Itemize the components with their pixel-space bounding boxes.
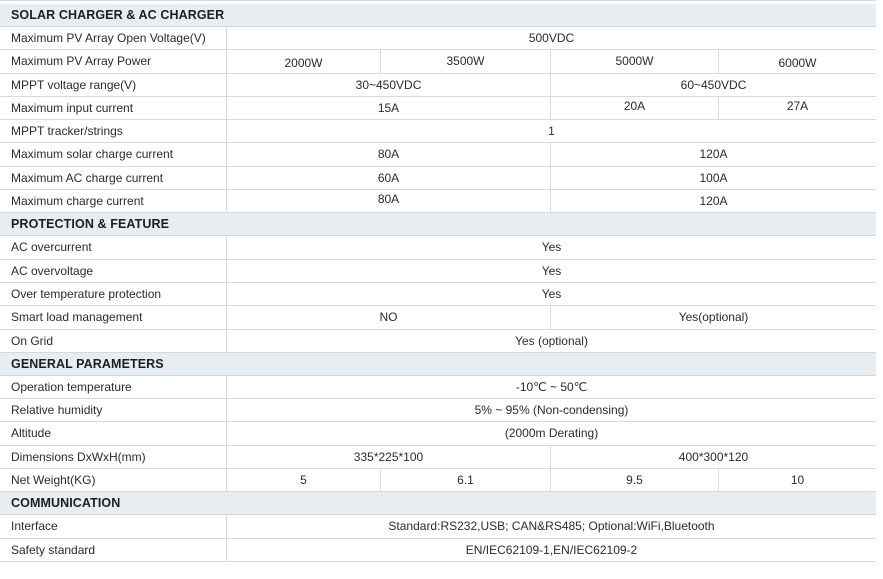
value-cell: 60A: [377, 170, 400, 185]
value-cell: 10: [718, 469, 876, 491]
row-values: [227, 330, 876, 352]
row-label: Relative humidity: [0, 399, 227, 421]
value-cell: Yes (optional): [515, 333, 588, 348]
value-cell: 80A: [377, 192, 400, 207]
table-row: [0, 120, 876, 143]
table-row: [0, 469, 876, 492]
section-header-protection-feature: [0, 213, 876, 236]
value-cell: (2000m Derating): [504, 426, 599, 441]
value-cell: -10℃ ~ 50℃: [515, 379, 588, 394]
row-label: Operation temperature: [0, 376, 227, 398]
table-row: [0, 27, 876, 50]
row-label: AC overcurrent: [0, 236, 227, 258]
row-values: [227, 74, 876, 96]
row-label: Maximum PV Array Power: [0, 50, 227, 72]
row-label: Maximum solar charge current: [0, 143, 227, 165]
table-row: [0, 190, 876, 213]
value-cell: 2000W: [284, 56, 323, 71]
section-title: COMMUNICATION: [11, 496, 121, 511]
table-row: [0, 422, 876, 445]
value-cell: 400*300*120: [550, 446, 876, 468]
row-values: [227, 143, 876, 165]
row-label: On Grid: [0, 330, 227, 352]
row-label: Maximum PV Array Open Voltage(V): [0, 27, 227, 49]
row-values: [227, 399, 876, 421]
row-values: [227, 422, 876, 444]
row-label: Over temperature protection: [0, 283, 227, 305]
row-values: [227, 515, 876, 537]
value-cell: 80A: [377, 147, 400, 162]
row-label: Smart load management: [0, 306, 227, 328]
table-row: [0, 260, 876, 283]
row-label: Maximum input current: [0, 97, 227, 119]
value-cell: 100A: [550, 167, 876, 189]
section-header-solar-charger-ac-charger: [0, 4, 876, 27]
value-cell: 60~450VDC: [550, 74, 876, 96]
value-cell: 335*225*100: [353, 449, 424, 464]
row-label: Safety standard: [0, 539, 227, 561]
row-values: [227, 306, 876, 328]
table-row: [0, 97, 876, 120]
section-title: SOLAR CHARGER & AC CHARGER: [11, 8, 225, 22]
value-cell: 120A: [550, 190, 876, 212]
value-cell: 5000W: [550, 50, 718, 72]
value-cell: 27A: [718, 97, 876, 119]
row-values: [227, 376, 876, 398]
row-label: Dimensions DxWxH(mm): [0, 446, 227, 468]
row-values: [227, 97, 876, 119]
row-values: [227, 27, 876, 49]
table-row: [0, 50, 876, 73]
row-label: MPPT tracker/strings: [0, 120, 227, 142]
value-cell: 30~450VDC: [355, 77, 422, 92]
table-row: [0, 446, 876, 469]
value-cell: 6.1: [380, 469, 550, 491]
table-row: [0, 515, 876, 538]
value-cell: 6000W: [718, 50, 876, 72]
value-cell: 1: [548, 124, 555, 139]
table-row: [0, 74, 876, 97]
value-cell: Yes: [541, 286, 562, 301]
row-label: Maximum AC charge current: [0, 167, 227, 189]
row-values: [227, 190, 876, 212]
row-label: AC overvoltage: [0, 260, 227, 282]
value-cell: 500VDC: [528, 31, 575, 45]
value-cell: 5: [300, 473, 307, 488]
value-cell: 20A: [550, 97, 718, 119]
row-values: [227, 167, 876, 189]
section-title: PROTECTION & FEATURE: [11, 217, 170, 232]
row-label: MPPT voltage range(V): [0, 74, 227, 96]
row-label: Maximum charge current: [0, 190, 227, 212]
table-row: [0, 330, 876, 353]
row-values: [227, 539, 876, 561]
row-values: [227, 283, 876, 305]
value-cell: 5% ~ 95% (Non-condensing): [474, 403, 629, 418]
value-cell: 9.5: [550, 469, 718, 491]
row-values: [227, 260, 876, 282]
table-row: [0, 539, 876, 562]
section-header-general-parameters: [0, 353, 876, 376]
value-cell: EN/IEC62109-1,EN/IEC62109-2: [465, 542, 638, 557]
table-row: [0, 306, 876, 329]
table-row: [0, 376, 876, 399]
row-values: [227, 469, 876, 491]
row-values: [227, 236, 876, 258]
table-row: [0, 236, 876, 259]
value-cell: Standard:RS232,USB; CAN&RS485; Optional:WiFi,Bluetooth: [388, 519, 715, 534]
value-cell: 15A: [377, 100, 400, 115]
value-cell: Yes(optional): [550, 306, 876, 328]
table-row: [0, 399, 876, 422]
table-row: [0, 283, 876, 306]
value-cell: 120A: [550, 143, 876, 165]
value-cell: NO: [379, 310, 398, 325]
row-label: Interface: [0, 515, 227, 537]
table-row: [0, 143, 876, 166]
row-label: Net Weight(KG): [0, 469, 227, 491]
value-cell: Yes: [541, 240, 562, 255]
table-row: [0, 167, 876, 190]
row-label: Altitude: [0, 422, 227, 444]
value-cell: Yes: [541, 263, 562, 278]
section-title: GENERAL PARAMETERS: [11, 356, 164, 371]
row-values: [227, 120, 876, 142]
value-cell: 3500W: [380, 50, 550, 72]
row-values: [227, 446, 876, 468]
row-values: [227, 50, 876, 72]
section-header-communication: [0, 492, 876, 515]
